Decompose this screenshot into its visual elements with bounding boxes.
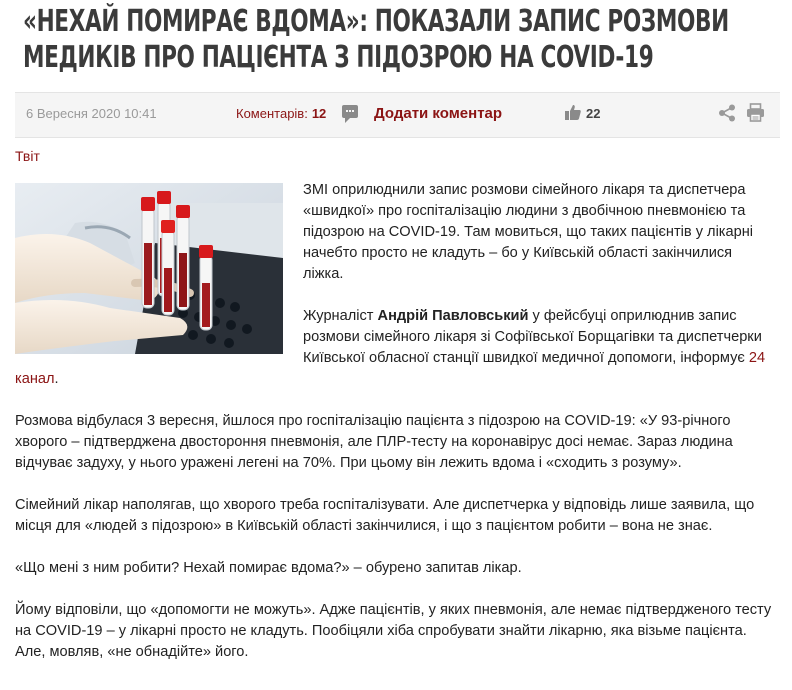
tweet-link[interactable]: Твіт xyxy=(15,148,40,164)
paragraph-1: ЗМІ оприлюднили запис розмови сімейного лікаря та диспетчера «швидкої» про госпіталізацію людини з двобічною пневмонією та підозрою на COVID-19. Там мовиться, що таких пацієнтів у лікарні начебто просто не кладуть – бо у Київській області закінчилися ліжка. xyxy=(303,182,754,282)
printer-icon[interactable] xyxy=(746,103,765,122)
paragraph-6: Йому відповіли, що «допомогти не можуть». Адже пацієнтів, у яких пневмонія, але немає підтвердженого тесту на COVID-19 – у лікарні просто не кладуть. Пообіцяли хіба спробувати знайти лікарню, яка візьме пацієнта. Але, мовляв, «не обнадійте» його. xyxy=(15,602,772,660)
comments-label: Коментарів: xyxy=(236,106,308,121)
likes-count: 22 xyxy=(586,106,601,121)
thumbs-up-icon[interactable] xyxy=(565,104,581,120)
paragraph-2: Журналіст Андрій Павловський у фейсбуці оприлюднив запис розмови сімейного лікаря зі Софіївської Борщагівки та диспетчерки Київської обласної станції швидкої медичної допомоги, інформує 24 канал. xyxy=(15,308,766,387)
paragraph-5: «Що мені з ним робити? Нехай помирає вдома?» – обурено запитав лікар. xyxy=(15,560,522,576)
paragraph-4: Сімейний лікар наполягав, що хворого треба госпіталізувати. Але диспетчерка у відповідь лише заявила, що місця для «людей з підозрою» в Київській області закінчилися, і що з пацієнтом робити – вона не знає. xyxy=(15,497,755,534)
add-comment-button[interactable]: Додати коментар xyxy=(374,105,503,122)
comments-count: 12 xyxy=(311,106,327,121)
comments-link[interactable] xyxy=(236,106,326,121)
source-link[interactable]: 24 канал xyxy=(15,350,766,387)
journalist-name: Андрій Павловський xyxy=(377,308,529,324)
publish-date: 6 Вересня 2020 10:41 xyxy=(26,106,157,121)
article-title: «НЕХАЙ ПОМИРАЄ ВДОМА»: ПОКАЗАЛИ ЗАПИС РОЗМОВИ МЕДИКІВ ПРО ПАЦІЄНТА З ПІДОЗРОЮ НА COVID-19 xyxy=(23,4,729,75)
article-body xyxy=(15,180,773,684)
paragraph-3: Розмова відбулася 3 вересня, йшлося про госпіталізацію пацієнта з підозрою на COVID-19: «У 93-річного хворого – підтверджена двостороння пневмонія, але ПЛР-тесту на коронавірус досі немає. Зараз людина відчуває задуху, у нього уражені легені на 70%. При цьому він лежить вдома і «сходить з розуму». xyxy=(15,413,733,471)
article-meta-bar xyxy=(15,92,780,138)
share-icon[interactable] xyxy=(718,104,736,122)
comment-icon[interactable] xyxy=(342,105,358,118)
